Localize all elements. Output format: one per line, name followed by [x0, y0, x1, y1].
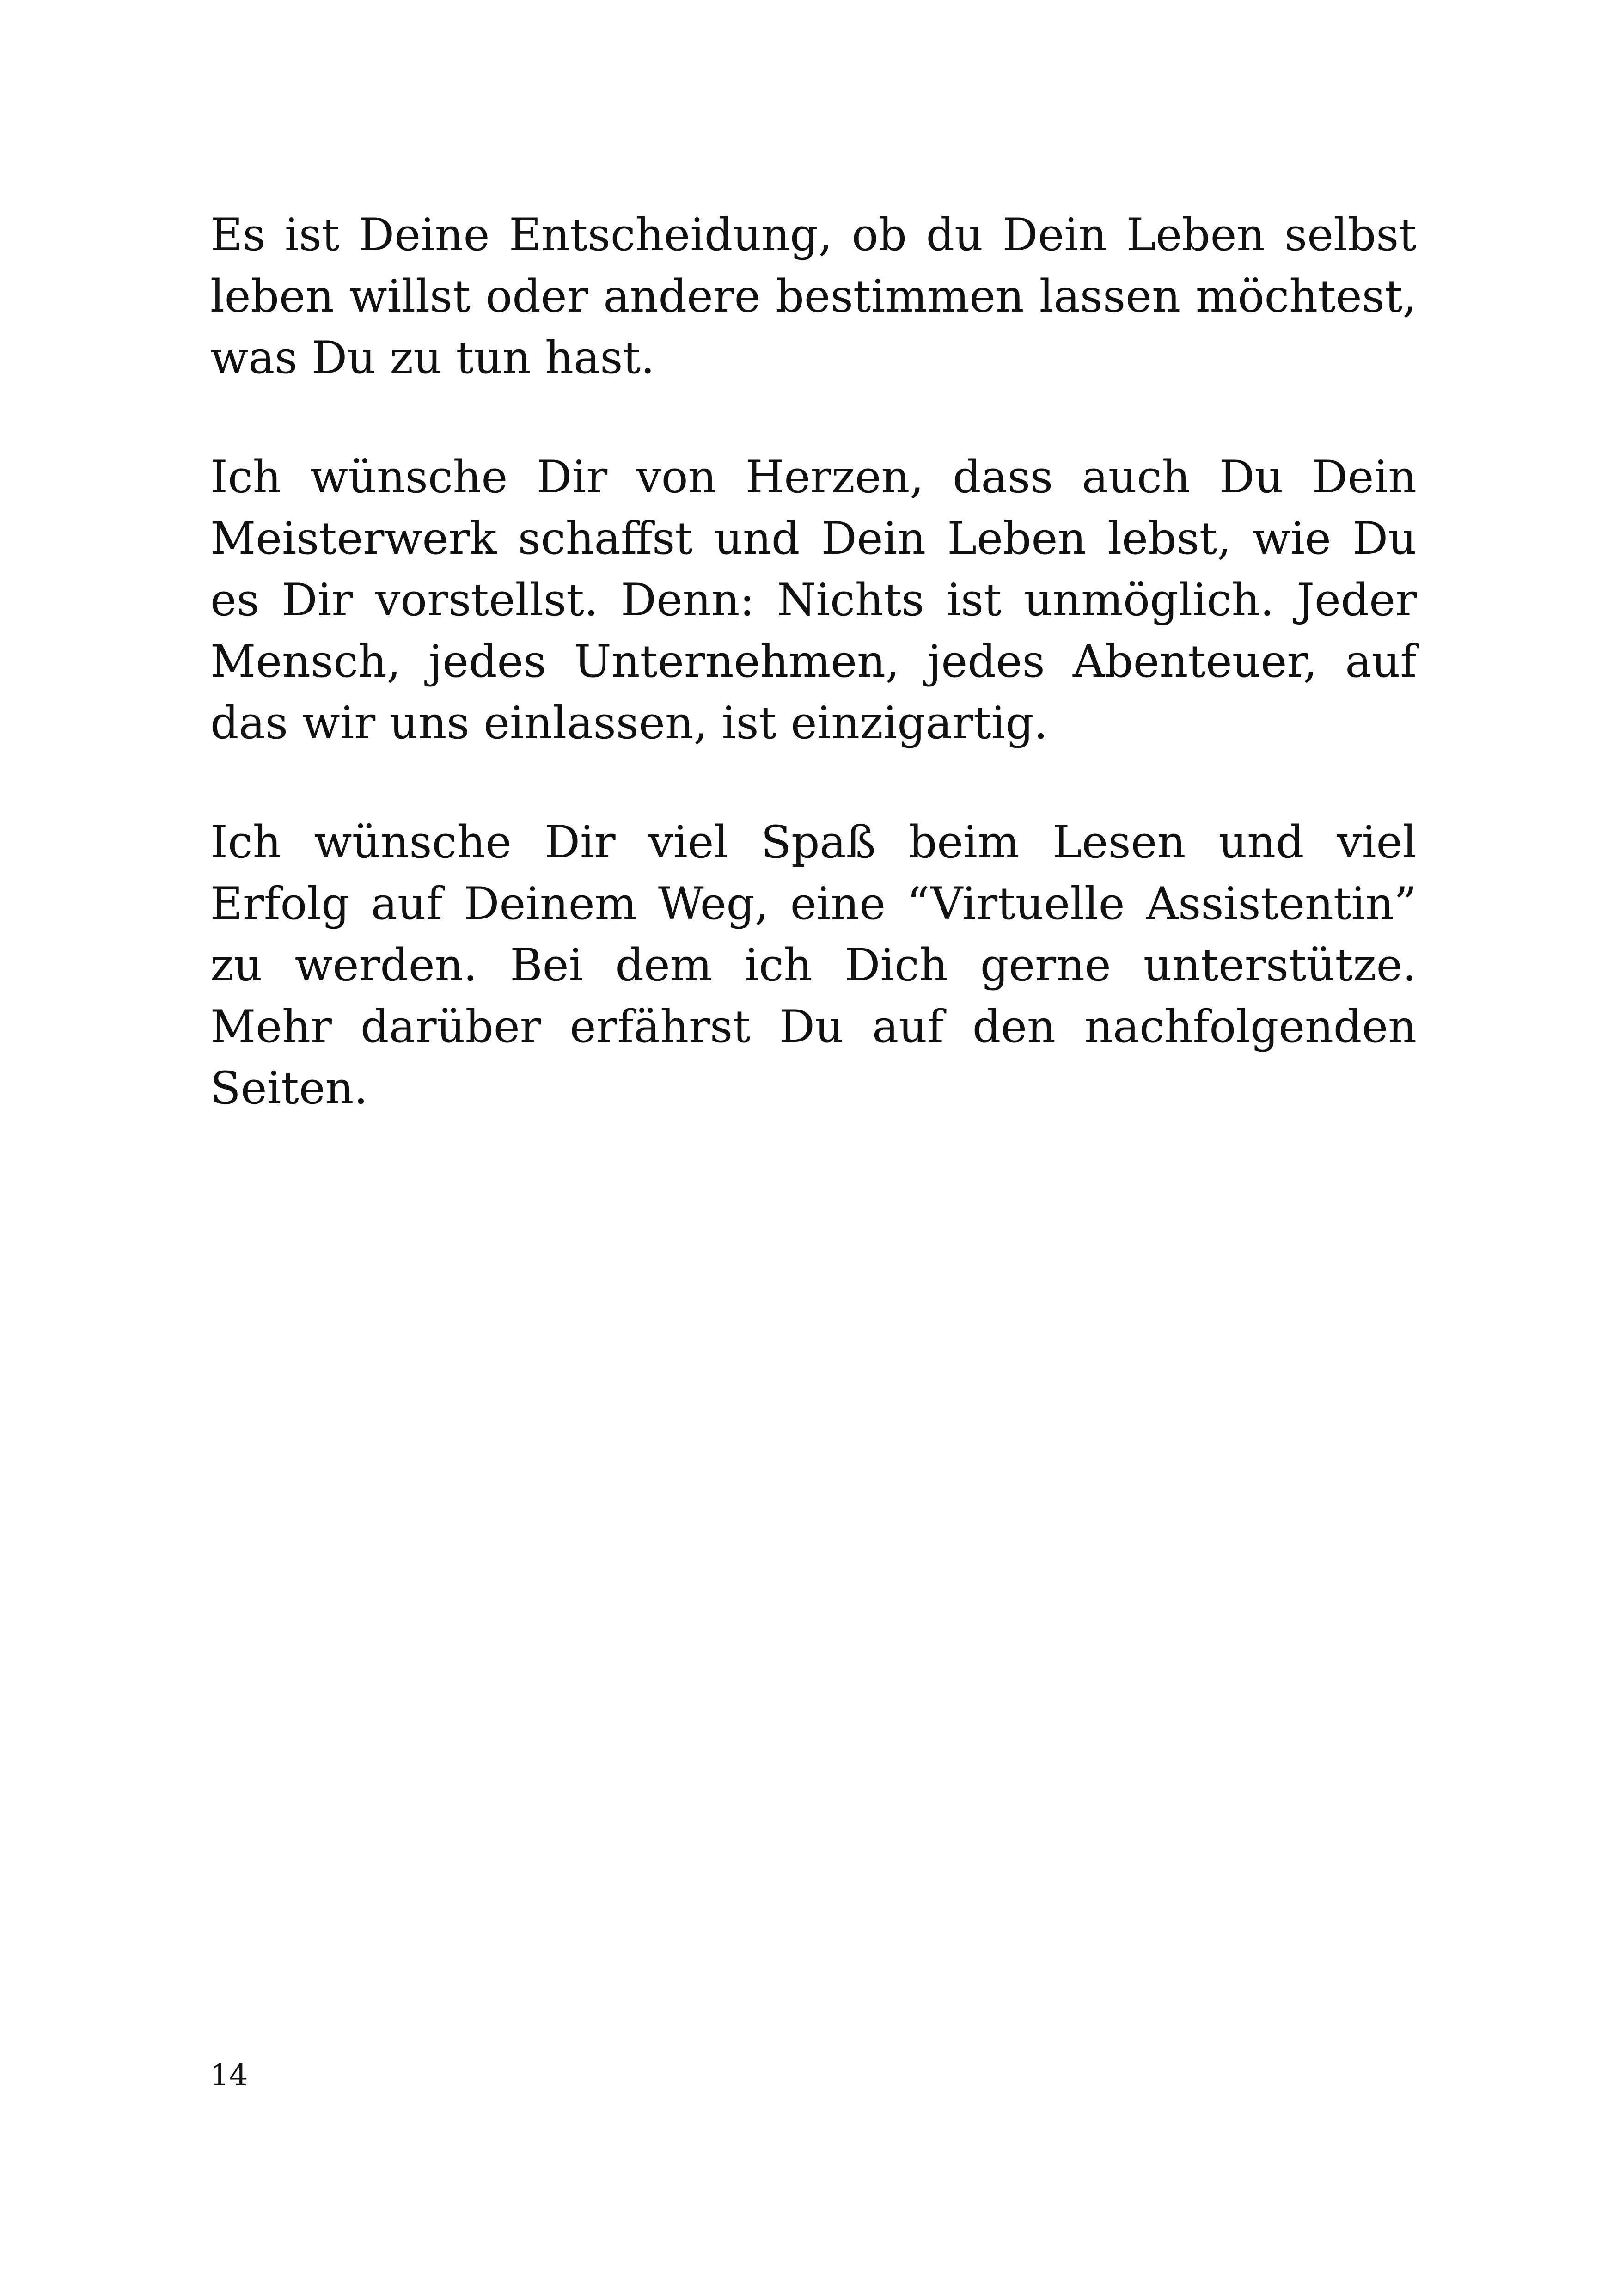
paragraph-2: Ich wünsche Dir von Herzen, dass auch Du Dein Meisterwerk schaffst und Dein Leben lebst, wie Du es Dir vorstellst. Denn: Nichts ist unmöglich. Jeder Mensch, jedes Unternehmen, jedes Abenteuer, auf das wir uns einlassen, ist einzigartig. [210, 451, 1417, 749]
body-text [210, 204, 1417, 1177]
paragraph-1: Es ist Deine Entscheidung, ob du Dein Leben selbst leben willst oder andere bestimmen lassen möchtest, was Du zu tun hast. [210, 209, 1417, 384]
paragraph-3: Ich wünsche Dir viel Spaß beim Lesen und viel Erfolg auf Deinem Weg, eine “Virtuelle Assistentin” zu werden. Bei dem ich Dich gerne unterstütze. Mehr darüber erfährst Du auf den nachfolgenden Seiten. [210, 816, 1417, 1114]
page-number: 14 [210, 2058, 248, 2093]
